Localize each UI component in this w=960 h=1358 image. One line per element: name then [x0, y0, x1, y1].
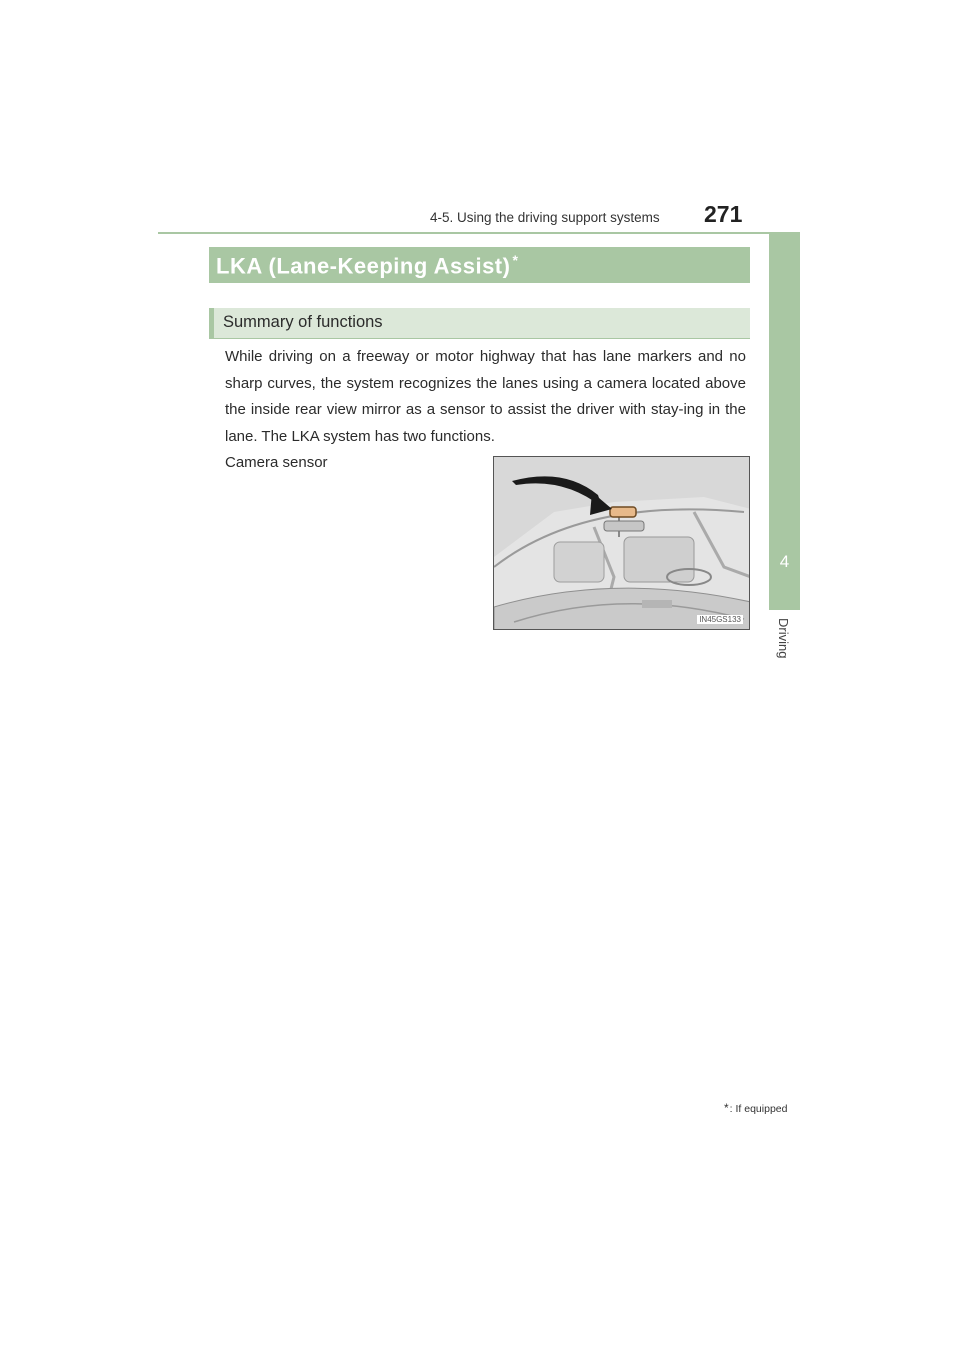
figure-caption: Camera sensor: [225, 454, 328, 471]
footnote-text: : If equipped: [729, 1103, 788, 1115]
subheading: Summary of functions: [223, 313, 383, 331]
subheading-accent: [209, 308, 214, 338]
chapter-number: 4: [779, 552, 790, 571]
page-number: 271: [704, 201, 743, 227]
title-bar: [209, 247, 750, 283]
title-asterisk: *: [512, 252, 519, 268]
subheading-underline: [209, 338, 750, 339]
figure-code: IN45GS133: [699, 615, 741, 624]
chapter-label: Driving: [776, 618, 791, 659]
footnote: [724, 1101, 787, 1115]
page-title: [216, 252, 518, 279]
car-interior-illustration: [494, 457, 750, 630]
section-header: 4-5. Using the driving support systems: [430, 210, 660, 225]
camera-sensor-illustration: [493, 456, 750, 630]
header-rule: [158, 232, 800, 234]
subheading-bar: [209, 308, 750, 338]
page-title-text: LKA (Lane-Keeping Assist): [216, 253, 511, 279]
footnote-asterisk: *: [724, 1101, 729, 1115]
body-paragraph: While driving on a freeway or motor highway that has lane markers and no sharp curves, the system recognizes the lanes using a camera located above the inside rear view mirror as a sensor to assist the driver with stay-ing in the lane. The LKA system has two functions.: [225, 348, 746, 445]
